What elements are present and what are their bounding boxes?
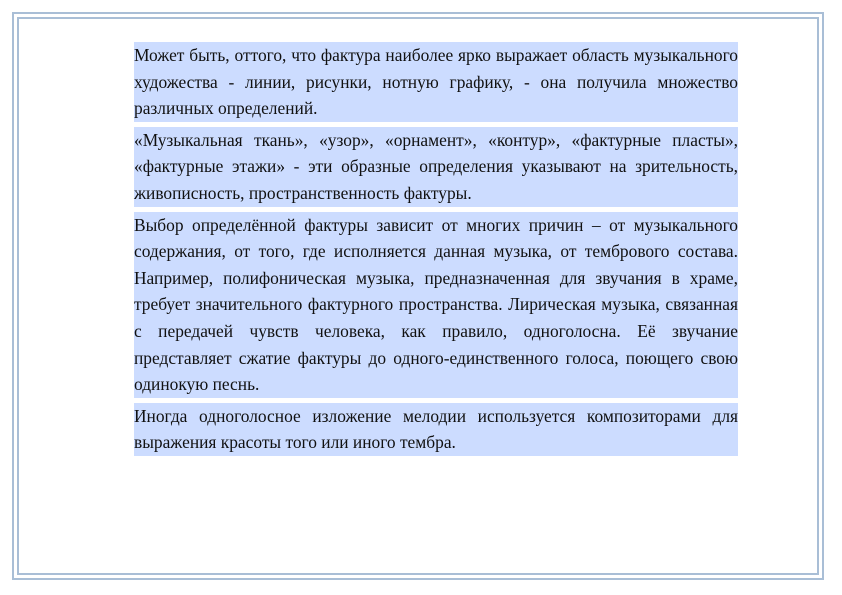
paragraph-4: Иногда одноголосное изложение мелодии используется композиторами для выражения красоты того или иного тембра. [134, 403, 738, 456]
paragraph-1: Может быть, оттого, что фактура наиболее ярко выражает область музыкального художества - линии, рисунки, нотную графику, - она получила множество различных определений. [134, 42, 738, 122]
paragraph-2: «Музыкальная ткань», «узор», «орнамент», «контур», «фактурные пласты», «фактурные этажи» - эти образные определения указывают на зрительность, живописность, пространственность фактуры. [134, 127, 738, 207]
text-block [134, 42, 738, 456]
paragraph-3: Выбор определённой фактуры зависит от многих причин – от музыкального содержания, от того, где исполняется данная музыка, от тембрового состава. Например, полифоническая музыка, предназначенная для звучания в храме, требует значительного фактурного пространства. Лирическая музыка, связанная с передачей чувств человека, как правило, одноголосна. Её звучание представляет сжатие фактуры до одного-единственного голоса, поющего свою одинокую песнь. [134, 212, 738, 398]
